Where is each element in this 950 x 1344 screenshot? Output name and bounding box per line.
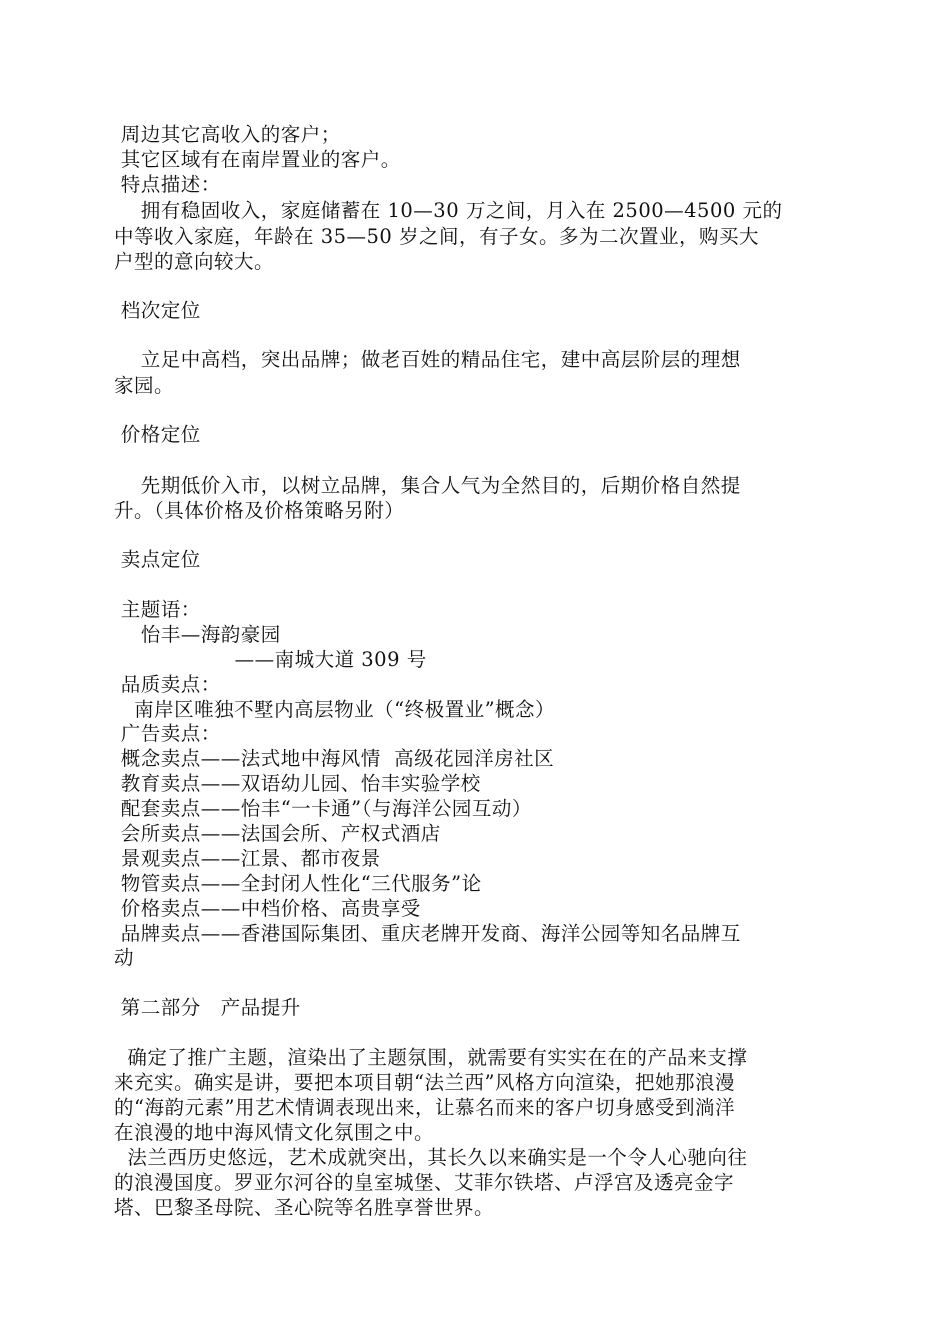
- section-heading: 档次定位: [114, 299, 201, 322]
- text-line: 先期低价入市，以树立品牌，集合人气为全然目的，后期价格自然提: [114, 474, 741, 497]
- text-line: 南岸区唯独不墅内高层物业（“终极置业”概念）: [114, 698, 556, 721]
- section-heading: 卖点定位: [114, 548, 201, 571]
- section-label: 主题语：: [114, 598, 201, 621]
- section-label: 特点描述：: [114, 173, 221, 196]
- text-line: 来充实。确实是讲，要把本项目朝“法兰西”风格方向渲染，把她那浪漫: [114, 1071, 735, 1094]
- text-line: 确定了推广主题，渲染出了主题氛围，就需要有实实在在的产品来支撑: [114, 1046, 748, 1069]
- text-line: 户型的意向较大。: [114, 250, 275, 273]
- list-item: 品牌卖点——香港国际集团、重庆老牌开发商、海洋公园等知名品牌互: [114, 922, 741, 945]
- text-line: 拥有稳固收入，家庭储蓄在 10—30 万之间，月入在 2500—4500 元的: [114, 199, 783, 222]
- list-item: 教育卖点——双语幼儿园、怡丰实验学校: [114, 772, 481, 795]
- text-line: 其它区域有在南岸置业的客户。: [114, 148, 401, 171]
- text-line: 的“海韵元素”用艺术情调表现出来，让慕名而来的客户切身感受到淌洋: [114, 1096, 735, 1119]
- list-item: 会所卖点——法国会所、产权式酒店: [114, 822, 441, 845]
- text-line: 立足中高档，突出品牌；做老百姓的精品住宅，建中高层阶层的理想: [114, 348, 741, 371]
- text-line: 塔、巴黎圣母院、圣心院等名胜享誉世界。: [114, 1196, 495, 1219]
- text-line: 升。（具体价格及价格策略另附）: [114, 499, 405, 522]
- section-label: 品质卖点：: [114, 673, 221, 696]
- text-line: 的浪漫国度。罗亚尔河谷的皇室城堡、艾菲尔铁塔、卢浮宫及透亮金字: [114, 1171, 735, 1194]
- list-item: 价格卖点——中档价格、高贵享受: [114, 897, 421, 920]
- section-label: 广告卖点：: [114, 722, 221, 745]
- address-line: ——南城大道 309 号: [114, 648, 427, 671]
- text-line: 周边其它高收入的客户；: [114, 123, 341, 146]
- list-item: 景观卖点——江景、都市夜景: [114, 847, 381, 870]
- text-line: 在浪漫的地中海风情文化氛围之中。: [114, 1121, 435, 1144]
- text-line: 中等收入家庭，年龄在 35—50 岁之间，有子女。多为二次置业，购买大: [114, 225, 760, 248]
- section-heading: 第二部分 产品提升: [114, 996, 301, 1019]
- list-item: 物管卖点——全封闭人性化“三代服务”论: [114, 872, 482, 895]
- text-line: 家园。: [114, 374, 175, 397]
- section-heading: 价格定位: [114, 423, 201, 446]
- text-line: 法兰西历史悠远，艺术成就突出，其长久以来确实是一个令人心驰向往: [114, 1146, 748, 1169]
- list-item: 概念卖点——法式地中海风情 高级花园洋房社区: [114, 747, 555, 770]
- slogan: 怡丰—海韵豪园: [114, 623, 281, 646]
- list-item: 配套卖点——怡丰“一卡通”（与海洋公园互动）: [114, 797, 532, 820]
- text-line: 动: [114, 946, 135, 969]
